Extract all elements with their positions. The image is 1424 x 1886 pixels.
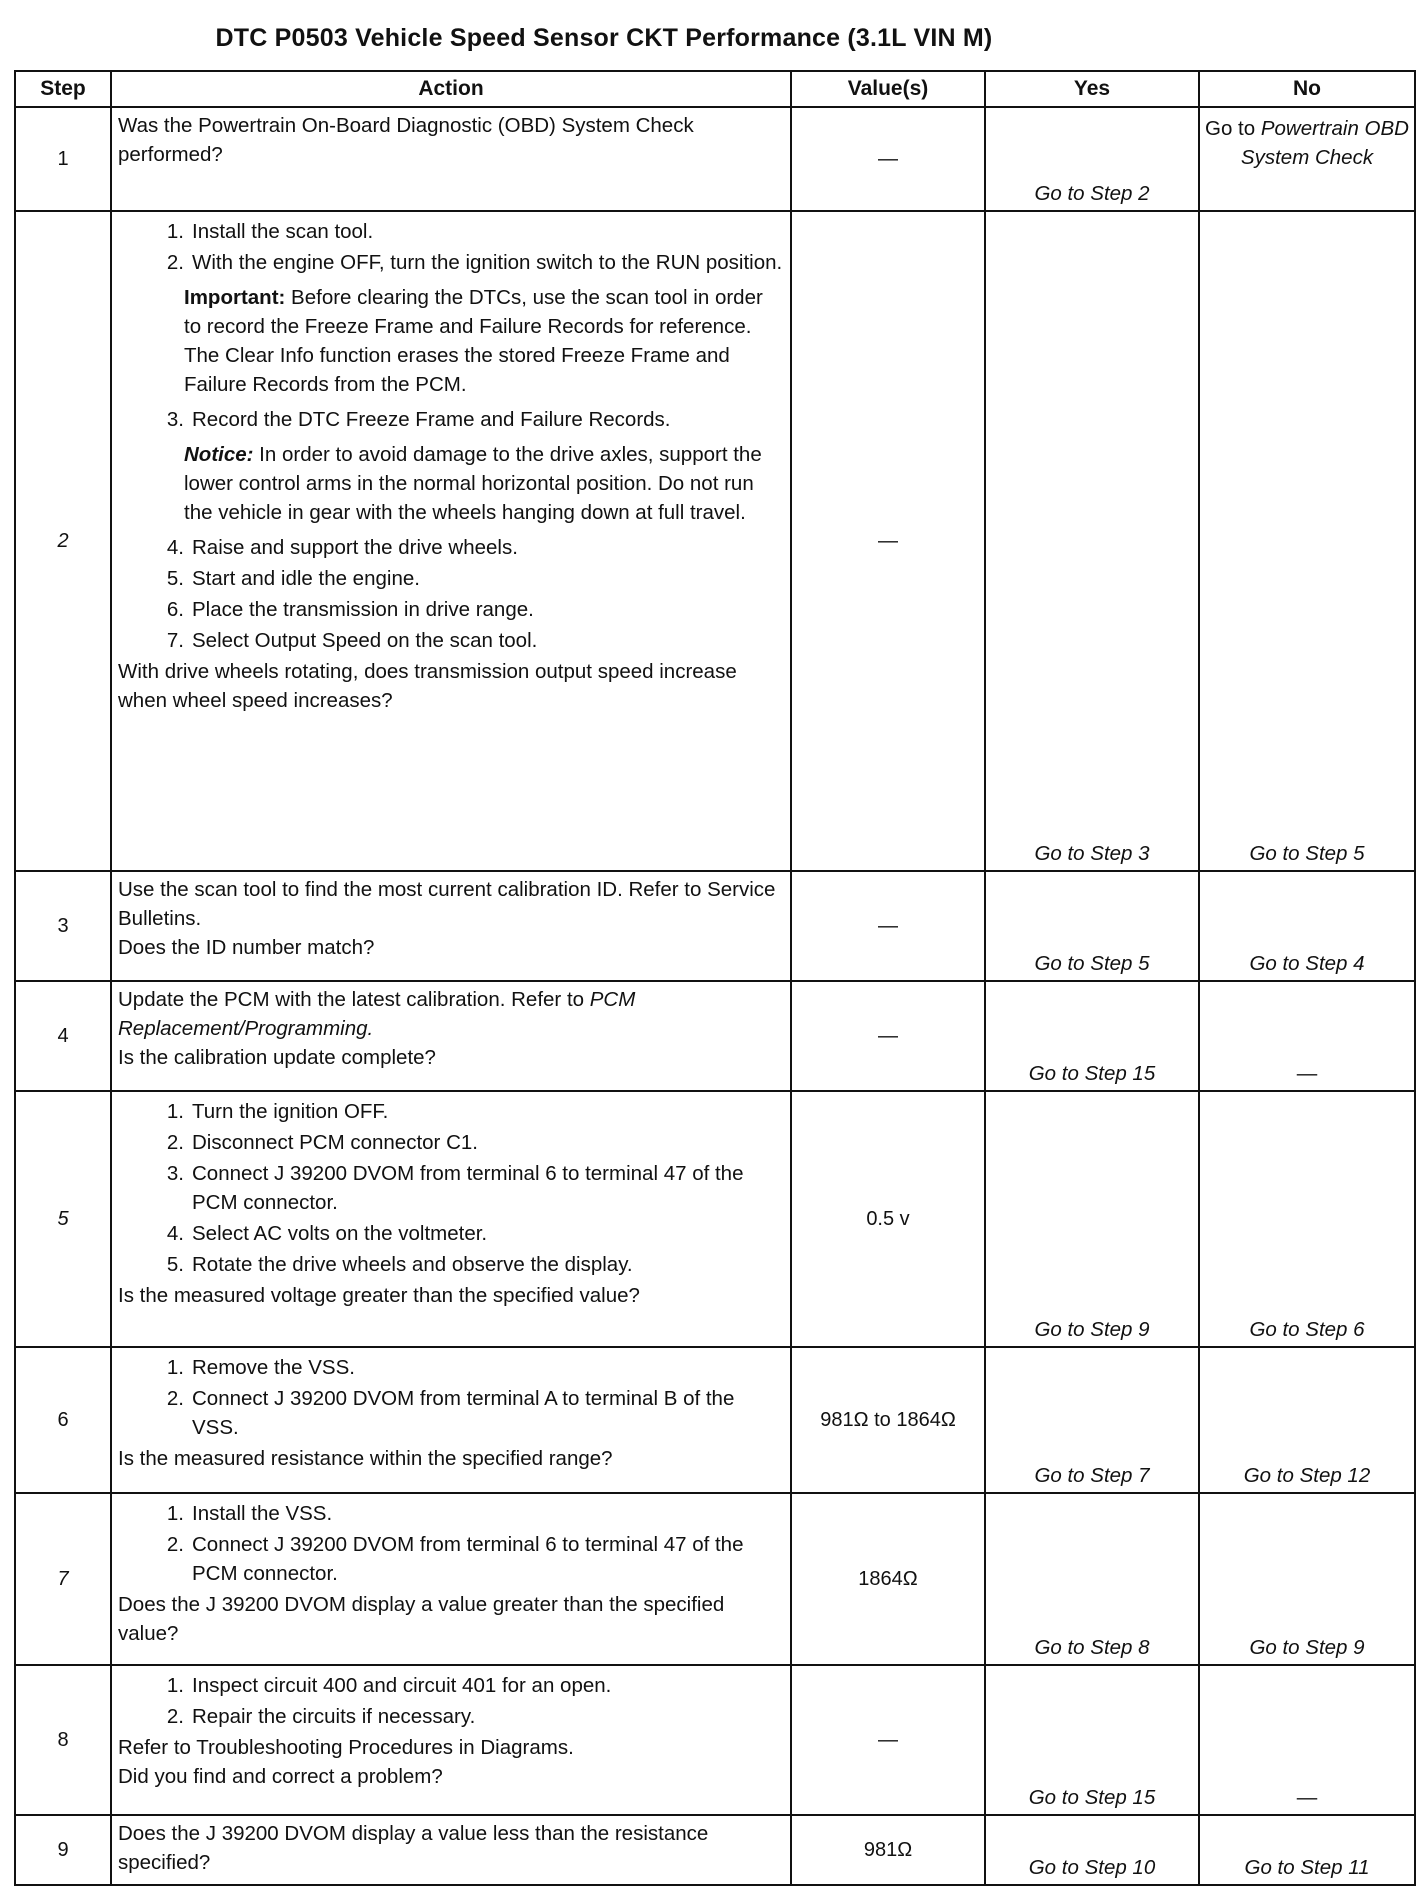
yes-cell: Go to Step 7: [985, 1347, 1199, 1493]
value-cell: —: [791, 981, 985, 1091]
no-cell: [1199, 107, 1415, 211]
list-item: 2. Repair the circuits if necessary.: [118, 1702, 784, 1731]
list-item: 1. Install the scan tool.: [118, 217, 784, 246]
no-cell: Go to Step 5: [1199, 211, 1415, 871]
header-step: Step: [15, 71, 111, 107]
no-cell: Go to Step 12: [1199, 1347, 1415, 1493]
value-cell: —: [791, 871, 985, 981]
list-item: 3. Record the DTC Freeze Frame and Failure Records.: [118, 405, 784, 434]
header-values: Value(s): [791, 71, 985, 107]
list-item-text: Record the DTC Freeze Frame and Failure Records.: [192, 408, 671, 431]
step-number: 7: [15, 1493, 111, 1665]
yes-cell: Go to Step 10: [985, 1815, 1199, 1885]
list-item-text: Install the scan tool.: [192, 220, 374, 243]
action-cell: [111, 1091, 791, 1347]
action-text: Use the scan tool to find the most current calibration ID. Refer to Service Bulletins.: [118, 878, 776, 930]
step-number: 9: [15, 1815, 111, 1885]
list-item-text: Remove the VSS.: [192, 1356, 355, 1379]
diagnostic-table: [14, 70, 1416, 1886]
list-item-text: Disconnect PCM connector C1.: [192, 1131, 478, 1154]
no-cell: Go to Step 6: [1199, 1091, 1415, 1347]
list-item-text: Connect J 39200 DVOM from terminal 6 to terminal 47 of the PCM connector.: [192, 1162, 744, 1214]
list-item-text: Connect J 39200 DVOM from terminal 6 to terminal 47 of the PCM connector.: [192, 1533, 744, 1585]
list-item-text: Repair the circuits if necessary.: [192, 1705, 476, 1728]
notice-note: [184, 440, 784, 527]
list-item: 3. Connect J 39200 DVOM from terminal 6 to terminal 47 of the PCM connector.: [118, 1159, 784, 1217]
action-cell: [111, 1493, 791, 1665]
header-action: Action: [111, 71, 791, 107]
no-link: Powertrain OBD System Check: [1240, 117, 1409, 169]
table-header-row: [15, 71, 1415, 107]
step-number: 5: [15, 1091, 111, 1347]
step-number: 2: [15, 211, 111, 871]
list-item: 2. Connect J 39200 DVOM from terminal 6 to terminal 47 of the PCM connector.: [118, 1530, 784, 1588]
important-note: [184, 283, 784, 399]
action-question: Does the J 39200 DVOM display a value less than the resistance specified?: [118, 1822, 709, 1874]
list-item: 5. Start and idle the engine.: [118, 564, 784, 593]
yes-cell: Go to Step 2: [985, 107, 1199, 211]
action-link: PCM Replacement/Programming.: [118, 988, 636, 1040]
list-item: 7. Select Output Speed on the scan tool.: [118, 626, 784, 655]
action-question: Does the J 39200 DVOM display a value greater than the specified value?: [118, 1593, 725, 1645]
value-cell: —: [791, 107, 985, 211]
action-question: Is the measured resistance within the specified range?: [118, 1447, 613, 1470]
step-number: 1: [15, 107, 111, 211]
action-text-prefix: Update the PCM with the latest calibration. Refer to: [118, 988, 590, 1011]
step-number: 6: [15, 1347, 111, 1493]
action-question: Is the measured voltage greater than the specified value?: [118, 1284, 640, 1307]
action-cell: [111, 1347, 791, 1493]
list-item-text: With the engine OFF, turn the ignition switch to the RUN position.: [192, 251, 783, 274]
value-cell: 981Ω: [791, 1815, 985, 1885]
notice-label: Notice:: [184, 443, 254, 466]
list-item: 1. Inspect circuit 400 and circuit 401 for an open.: [118, 1671, 784, 1700]
action-question: Was the Powertrain On-Board Diagnostic (OBD) System Check performed?: [118, 114, 694, 166]
table-row: [15, 1493, 1415, 1665]
yes-cell: Go to Step 5: [985, 871, 1199, 981]
list-item-text: Inspect circuit 400 and circuit 401 for an open.: [192, 1674, 612, 1697]
table-row: [15, 981, 1415, 1091]
action-question: With drive wheels rotating, does transmission output speed increase when wheel speed increases?: [118, 660, 737, 712]
list-item-text: Start and idle the engine.: [192, 567, 420, 590]
action-cell: [111, 1665, 791, 1815]
value-cell: 1864Ω: [791, 1493, 985, 1665]
table-row: [15, 1091, 1415, 1347]
list-item: 4. Raise and support the drive wheels.: [118, 533, 784, 562]
header-no: No: [1199, 71, 1415, 107]
value-cell: 0.5 v: [791, 1091, 985, 1347]
step-number: 3: [15, 871, 111, 981]
important-label: Important:: [184, 286, 286, 309]
no-cell: Go to Step 11: [1199, 1815, 1415, 1885]
list-item-text: Raise and support the drive wheels.: [192, 536, 518, 559]
no-prefix: Go to: [1205, 117, 1261, 140]
table-row: [15, 1665, 1415, 1815]
action-cell: [111, 107, 791, 211]
value-cell: —: [791, 211, 985, 871]
list-item-text: Connect J 39200 DVOM from terminal A to terminal B of the VSS.: [192, 1387, 735, 1439]
action-cell: [111, 871, 791, 981]
list-item: 1. Turn the ignition OFF.: [118, 1097, 784, 1126]
action-cell: [111, 1815, 791, 1885]
list-item: 2. Disconnect PCM connector C1.: [118, 1128, 784, 1157]
value-cell: —: [791, 1665, 985, 1815]
table-row: [15, 871, 1415, 981]
value-cell: 981Ω to 1864Ω: [791, 1347, 985, 1493]
list-item-text: Turn the ignition OFF.: [192, 1100, 389, 1123]
no-cell: Go to Step 4: [1199, 871, 1415, 981]
list-item: 1. Remove the VSS.: [118, 1353, 784, 1382]
yes-cell: Go to Step 15: [985, 981, 1199, 1091]
list-item-text: Select AC volts on the voltmeter.: [192, 1222, 488, 1245]
list-item: 2. With the engine OFF, turn the ignition switch to the RUN position.: [118, 248, 784, 277]
list-item-text: Place the transmission in drive range.: [192, 598, 534, 621]
action-cell: [111, 981, 791, 1091]
important-text: Before clearing the DTCs, use the scan tool in order to record the Freeze Frame and Failure Records for reference. The Clear Info function erases the stored Freeze Frame and Failure Records from the PCM.: [184, 286, 763, 396]
table-row: [15, 107, 1415, 211]
action-cell: [111, 211, 791, 871]
yes-cell: Go to Step 3: [985, 211, 1199, 871]
step-number: 4: [15, 981, 111, 1091]
list-item-text: Select Output Speed on the scan tool.: [192, 629, 538, 652]
list-item: 1. Install the VSS.: [118, 1499, 784, 1528]
list-item-text: Install the VSS.: [192, 1502, 333, 1525]
no-cell: —: [1199, 981, 1415, 1091]
step-number: 8: [15, 1665, 111, 1815]
action-question: Is the calibration update complete?: [118, 1046, 436, 1069]
list-item-text: Rotate the drive wheels and observe the display.: [192, 1253, 633, 1276]
action-text: Refer to Troubleshooting Procedures in Diagrams.: [118, 1736, 574, 1759]
no-cell: —: [1199, 1665, 1415, 1815]
list-item: 5. Rotate the drive wheels and observe the display.: [118, 1250, 784, 1279]
no-cell: Go to Step 9: [1199, 1493, 1415, 1665]
yes-cell: Go to Step 9: [985, 1091, 1199, 1347]
action-question: Does the ID number match?: [118, 936, 375, 959]
action-question: Did you find and correct a problem?: [118, 1765, 443, 1788]
yes-cell: Go to Step 15: [985, 1665, 1199, 1815]
page-title: DTC P0503 Vehicle Speed Sensor CKT Performance (3.1L VIN M): [215, 24, 993, 52]
table-row: [15, 211, 1415, 871]
table-row: [15, 1815, 1415, 1885]
notice-text: In order to avoid damage to the drive axles, support the lower control arms in the normal horizontal position. Do not run the vehicle in gear with the wheels hanging down at full travel.: [184, 443, 762, 524]
list-item: 6. Place the transmission in drive range.: [118, 595, 784, 624]
list-item: 2. Connect J 39200 DVOM from terminal A to terminal B of the VSS.: [118, 1384, 784, 1442]
header-yes: Yes: [985, 71, 1199, 107]
list-item: 4. Select AC volts on the voltmeter.: [118, 1219, 784, 1248]
action-text: [118, 985, 784, 1043]
table-row: [15, 1347, 1415, 1493]
yes-cell: Go to Step 8: [985, 1493, 1199, 1665]
